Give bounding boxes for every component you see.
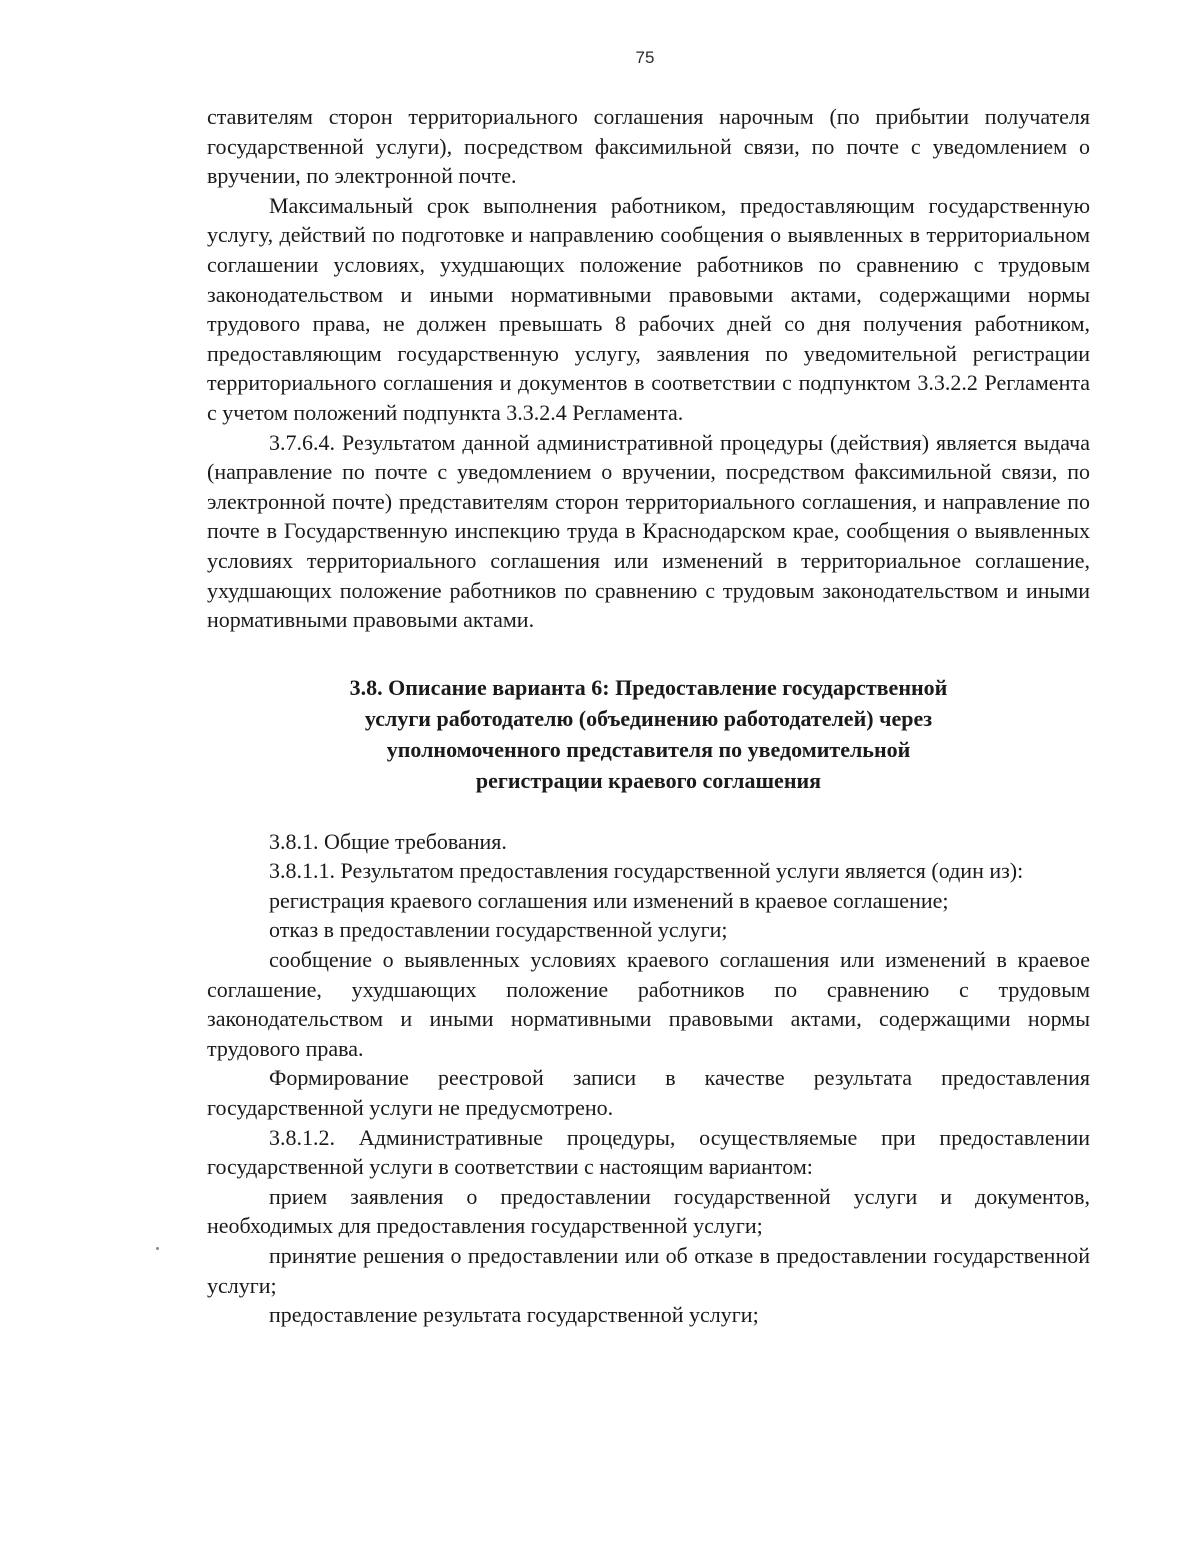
paragraph: Формирование реестровой записи в качестве результата предоставления государственной услуги не предусмотрено. [207, 1065, 1090, 1121]
paragraph: Максимальный срок выполнения работником, предоставляющим государственную услугу, действий по подготовке и направлению сообщения о выявленных в территориальном соглашении условиях, ухудшающих положение работников по сравнению с трудовым законодательством и иными нормативными правовыми актами, содержащими нормы трудового права, не должен превышать 8 рабочих дней со дня получения работником, предоставляющим государственную услугу, заявления по уведомительной регистрации территориального соглашения и документов в соответствии с подпунктом 3.3.2.2 Регламента с учетом положений подпункта 3.3.2.4 Регламента. [207, 192, 1090, 425]
paragraph: 3.8.1.1. Результатом предоставления государственной услуги является (один из): [269, 858, 1024, 884]
spacer [207, 635, 1090, 672]
scan-speck [156, 1247, 159, 1250]
section-heading-line: регистрации краевого соглашения [475, 767, 822, 793]
spacer [207, 796, 1090, 827]
list-item: принятие решения о предоставлении или об отказе в предоставлении государственной услуги; [207, 1243, 1090, 1298]
section-heading-line: услуги работодателю (объединению работодателей) через [364, 705, 933, 731]
section-heading [207, 672, 1090, 796]
list-item: регистрация краевого соглашения или изменений в краевое соглашение; [269, 887, 949, 913]
paragraph: ставителям сторон территориального соглашения нарочным (по прибытии получателя государственной услуги), посредством факсимильной связи, по почте с уведомлением о вручении, по электронной почте. [207, 104, 1090, 189]
section-heading-line: уполномоченного представителя по уведомительной [386, 736, 911, 762]
list-item: предоставление результата государственной услуги; [269, 1302, 759, 1328]
section-heading-line: 3.8. Описание варианта 6: Предоставление государственной [349, 674, 948, 700]
paragraph: 3.8.1. Общие требования. [269, 828, 507, 854]
paragraph: 3.7.6.4. Результатом данной административной процедуры (действия) является выдача (направление по почте с уведомлением о вручении, посредством факсимильной связи, по электронной почте) представителям сторон территориального соглашения, и направление по почте в Государственную инспекцию труда в Краснодарском крае, сообщения о выявленных условиях территориального соглашения или изменений в территориальное соглашение, ухудшающих положение работников по сравнению с трудовым законодательством и иными нормативными правовыми актами. [207, 429, 1090, 633]
list-item: прием заявления о предоставлении государственной услуги и документов, необходимых для предоставления государственной услуги; [207, 1183, 1090, 1239]
list-item: отказ в предоставлении государственной услуги; [269, 917, 728, 943]
paragraph: 3.8.1.2. Административные процедуры, осуществляемые при предоставлении государственной услуги в соответствии с настоящим вариантом: [207, 1124, 1090, 1180]
list-item: сообщение о выявленных условиях краевого соглашения или изменений в краевое соглашение, ухудшающих положение работников по сравнению с трудовым законодательством и иными нормативными правовыми актами, содержащими нормы трудового права. [207, 947, 1090, 1061]
document-body [207, 102, 1090, 1330]
page-number: 75 [635, 48, 655, 67]
